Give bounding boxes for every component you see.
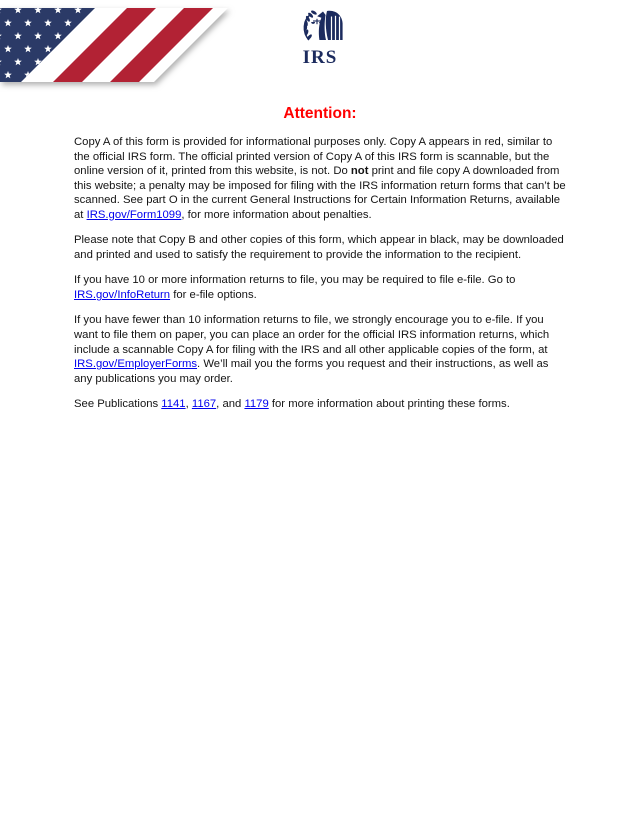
- paragraphs: [74, 135, 568, 412]
- bold-text: not: [350, 165, 369, 178]
- irs-logo-text: IRS: [302, 47, 338, 68]
- attention-heading: Attention:: [283, 105, 357, 122]
- text-segment: Please note that Copy B and other copies of this form, which appear in black, may be downloaded and printed and used to satisfy the requirement to provide the information to the recipient.: [74, 234, 564, 261]
- paragraph: [74, 233, 568, 262]
- text-segment: Copy A of this form is provided for informational purposes only. Copy A appears in red, similar to the official IRS form. The official printed version of Copy A of this IRS form is scannable, but the online version of it, printed from this website, is not. Do: [74, 136, 553, 178]
- text-segment: ,: [185, 398, 192, 411]
- irs-logo: [288, 8, 352, 67]
- paragraph: [74, 313, 568, 386]
- link-1167[interactable]: 1167: [191, 398, 217, 411]
- text-segment: . We’ll mail you the forms you request and their instructions, as well as any publications you may order.: [74, 358, 549, 385]
- text-segment: If you have 10 or more information returns to file, you may be required to file e-file. Go to: [74, 274, 516, 287]
- irs-eagle-icon: [294, 8, 346, 44]
- paragraph: [74, 273, 568, 302]
- paragraph: [74, 135, 568, 222]
- text-segment: for e-file options.: [170, 288, 257, 301]
- us-flag-graphic: [0, 8, 236, 94]
- link-irs-gov-form1099[interactable]: IRS.gov/Form1099: [86, 208, 182, 221]
- link-1141[interactable]: 1141: [161, 398, 186, 411]
- irs-attention-page: [0, 8, 640, 836]
- text-segment: , for more information about penalties.: [181, 208, 372, 221]
- paragraph: [74, 397, 568, 412]
- text-segment: , and: [216, 398, 245, 411]
- text-segment: See Publications: [74, 398, 162, 411]
- text-segment: If you have fewer than 10 information returns to file, we strongly encourage you to e-file. If you want to file them on paper, you can place an order for the official IRS information returns, which include a scannable Copy A for filing with the IRS and all other applicable copies of the form, at: [74, 314, 550, 356]
- text-segment: for more information about printing these forms.: [268, 398, 510, 411]
- text-segment: print and file copy A downloaded from this website; a penalty may be imposed for filing with the IRS information return forms that can’t be scanned. See part O in the current General Instructions for Certain Information Returns, available at: [74, 165, 566, 221]
- link-1179[interactable]: 1179: [244, 398, 269, 411]
- link-irs-gov-employerforms[interactable]: IRS.gov/EmployerForms: [74, 358, 198, 371]
- link-irs-gov-inforeturn[interactable]: IRS.gov/InfoReturn: [74, 288, 171, 301]
